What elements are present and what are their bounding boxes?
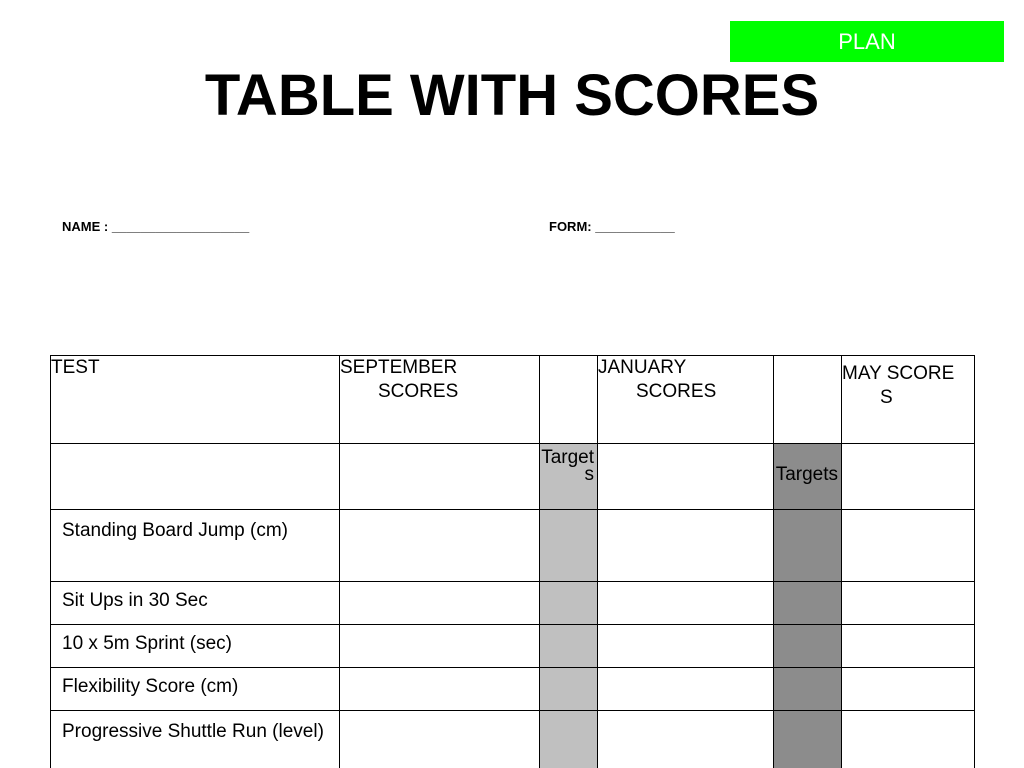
target-1-cell[interactable] [540, 510, 598, 582]
header-january: JANUARY SCORES [598, 356, 774, 444]
target-2-cell[interactable] [774, 582, 842, 625]
test-name: Standing Board Jump (cm) [51, 510, 340, 582]
form-field: FORM: ___________ [549, 219, 675, 234]
may-score-cell[interactable] [842, 711, 975, 768]
january-score-cell[interactable] [598, 510, 774, 582]
test-name: Sit Ups in 30 Sec [51, 582, 340, 625]
target-2-cell[interactable] [774, 510, 842, 582]
table-row [51, 668, 975, 711]
targets-row [51, 444, 975, 510]
header-row [51, 356, 975, 444]
table-row [51, 625, 975, 668]
september-score-cell[interactable] [340, 510, 540, 582]
name-field: NAME : ___________________ [62, 219, 250, 234]
header-target-2 [774, 356, 842, 444]
targets-label-1: Targets [540, 444, 598, 510]
cell[interactable] [340, 444, 540, 510]
header-target-1 [540, 356, 598, 444]
targets-label-2: Targets [774, 444, 842, 510]
september-score-cell[interactable] [340, 625, 540, 668]
plan-badge: PLAN [730, 21, 1004, 62]
test-name: Progressive Shuttle Run (level) [51, 711, 340, 768]
target-2-cell[interactable] [774, 711, 842, 768]
target-1-cell[interactable] [540, 711, 598, 768]
header-may: MAY SCORES [842, 356, 975, 444]
target-2-cell[interactable] [774, 668, 842, 711]
september-score-cell[interactable] [340, 582, 540, 625]
table-row [51, 582, 975, 625]
january-score-cell[interactable] [598, 668, 774, 711]
header-september: SEPTEMBER SCORES [340, 356, 540, 444]
january-score-cell[interactable] [598, 625, 774, 668]
target-2-cell[interactable] [774, 625, 842, 668]
table-row [51, 711, 975, 768]
september-score-cell[interactable] [340, 711, 540, 768]
scores-table [50, 355, 975, 768]
test-name: Flexibility Score (cm) [51, 668, 340, 711]
target-1-cell[interactable] [540, 582, 598, 625]
may-score-cell[interactable] [842, 582, 975, 625]
page-title: TABLE WITH SCORES [204, 63, 820, 128]
may-score-cell[interactable] [842, 668, 975, 711]
january-score-cell[interactable] [598, 582, 774, 625]
table-row [51, 510, 975, 582]
may-score-cell[interactable] [842, 625, 975, 668]
cell[interactable] [842, 444, 975, 510]
target-1-cell[interactable] [540, 625, 598, 668]
header-test: TEST [51, 356, 340, 444]
cell[interactable] [598, 444, 774, 510]
cell[interactable] [51, 444, 340, 510]
test-name: 10 x 5m Sprint (sec) [51, 625, 340, 668]
may-score-cell[interactable] [842, 510, 975, 582]
january-score-cell[interactable] [598, 711, 774, 768]
september-score-cell[interactable] [340, 668, 540, 711]
target-1-cell[interactable] [540, 668, 598, 711]
